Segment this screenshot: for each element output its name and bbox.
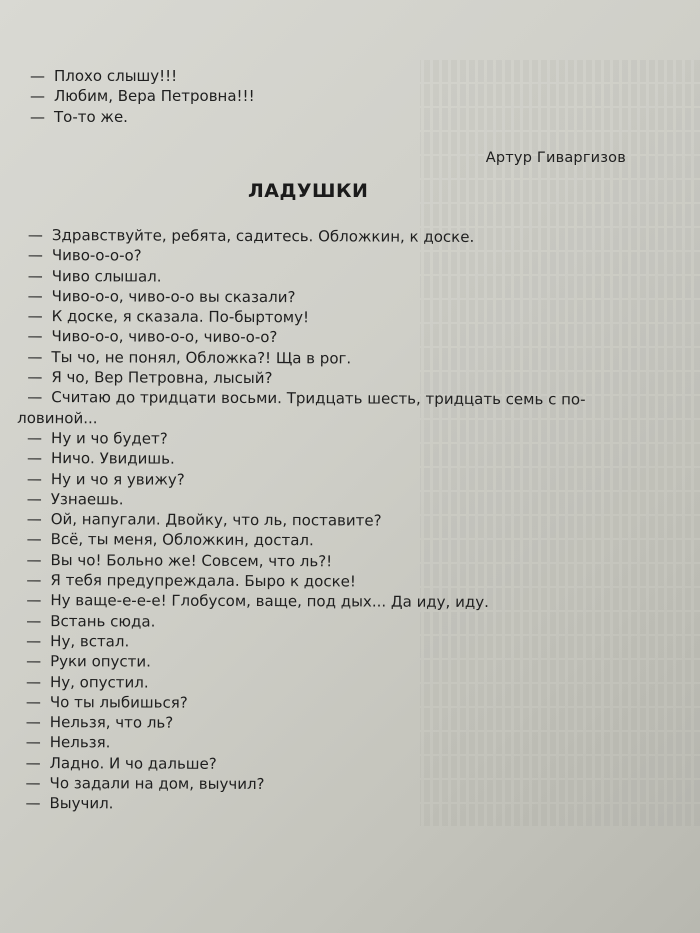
dialogue-line: — Ничо. Увидишь. — [26, 449, 175, 468]
dialogue-line: — Я тебя предупреждала. Быро к доске! — [26, 571, 356, 591]
dialogue-line: — Ну, встал. — [26, 631, 130, 651]
dialogue-line: — Считаю до тридцати восьми. Тридцать шесть, тридцать семь с по- — [27, 388, 586, 409]
dialogue-line: — Ты чо, не понял, Обложка?! Ща в рог. — [27, 347, 352, 368]
dialogue-line: — Вы чо! Больно же! Совсем, что ль?! — [26, 550, 333, 571]
dialogue-line: — Нельзя. — [25, 733, 111, 752]
dialogue-line: — Ну и чо я увижу? — [26, 469, 185, 489]
dialogue-line: — Чиво-о-о, чиво-о-о вы сказали? — [27, 286, 296, 307]
dialogue-line: — Чиво-о-о-о? — [27, 246, 142, 265]
dialogue-line: — Ну ваще-е-е-е! Глобусом, ваще, под дых... Да иду, иду. — [26, 591, 489, 612]
dialogue-line: — Чо ты лыбишься? — [25, 692, 188, 712]
dialogue-line-continuation: ловиной... — [17, 408, 98, 427]
dialogue-line: — Любим, Вера Петровна!!! — [30, 87, 255, 106]
dialogue-line: — Всё, ты меня, Обложкин, достал. — [26, 530, 314, 550]
dialogue-line: — Нельзя, что ль? — [25, 713, 174, 732]
dialogue-line: — Чо задали на дом, выучил? — [25, 774, 265, 794]
dialogue-line: — Ой, напугали. Двойку, что ль, поставите? — [26, 510, 382, 530]
dialogue-line: — То-то же. — [30, 107, 128, 126]
dialogue-line: — Узнаешь. — [26, 489, 124, 509]
dialogue-line: — Выучил. — [25, 794, 114, 813]
dialogue-line: — Ну, опустил. — [25, 672, 149, 692]
story-title: ЛАДУШКИ — [248, 180, 369, 202]
dialogue-line: — Плохо слышу!!! — [30, 67, 178, 85]
dialogue-line: — Чиво слышал. — [27, 266, 162, 286]
dialogue-line: — Ладно. И чо дальше? — [25, 753, 217, 773]
dialogue-line: — Здравствуйте, ребята, садитесь. Обложкин, к доске. — [27, 225, 475, 246]
dialogue-line: — К доске, я сказала. По-быртому! — [27, 307, 310, 327]
author-name: Артур Гиваргизов — [485, 150, 626, 166]
dialogue-line: — Руки опусти. — [26, 652, 152, 671]
dialogue-line: — Чиво-о-о, чиво-о-о, чиво-о-о? — [27, 327, 278, 347]
dialogue-line: — Ну и чо будет? — [27, 428, 168, 448]
story-text — [17, 225, 668, 816]
previous-story-ending — [30, 66, 650, 127]
dialogue-line: — Я чо, Вер Петровна, лысый? — [27, 368, 273, 388]
dialogue-line: — Встань сюда. — [26, 611, 156, 631]
